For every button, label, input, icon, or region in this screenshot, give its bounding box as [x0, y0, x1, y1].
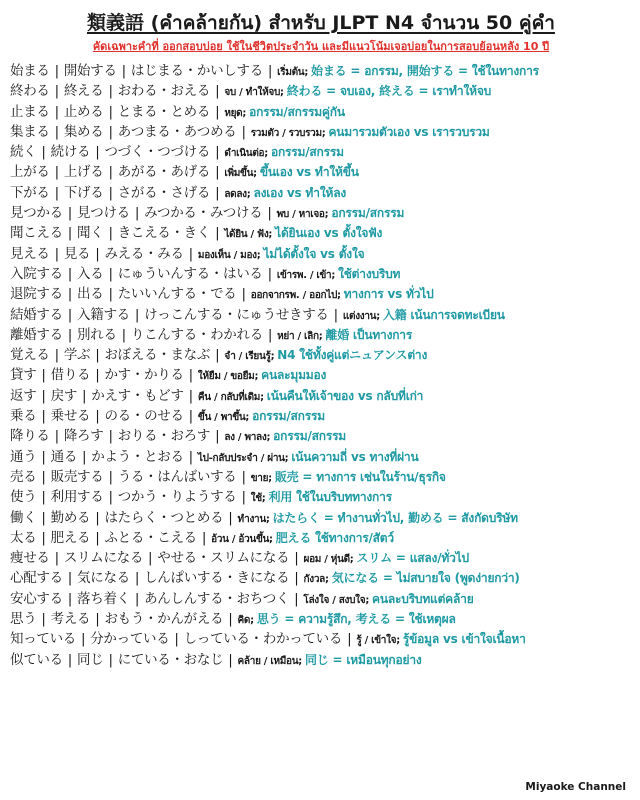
list-item — [10, 609, 632, 629]
separator: | — [184, 245, 197, 262]
reading: おりる・おろす — [117, 428, 211, 445]
channel-credit: Miyaoke Channel — [525, 781, 626, 793]
usage-note: คนละบริบทแต่คล้าย — [372, 591, 474, 606]
reading: あつまる・あつめる — [117, 123, 237, 140]
word-primary: 終わる — [10, 83, 50, 100]
word-primary: 覚える — [10, 347, 50, 364]
separator: | — [91, 144, 104, 161]
word-synonym: 下げる — [63, 184, 104, 201]
separator: | — [91, 408, 104, 425]
separator: | — [263, 265, 276, 282]
usage-note: 思う = ความรู้สึก, 考える = ใช้เหตุผล — [256, 612, 456, 627]
reading: のる・のせる — [104, 408, 184, 425]
separator: | — [237, 123, 250, 140]
list-item — [10, 487, 632, 507]
separator: | — [263, 63, 277, 79]
word-primary: 始まる — [10, 63, 50, 79]
meaning-thai: กังวล; — [303, 574, 329, 586]
separator: | — [130, 205, 144, 222]
separator: | — [211, 184, 224, 201]
word-synonym: 上げる — [63, 164, 104, 181]
meaning-thai: หย่า / เลิก; — [277, 330, 323, 342]
separator: | — [211, 144, 224, 161]
separator: | — [50, 184, 63, 201]
list-item — [10, 406, 632, 426]
reading: うる・はんばいする — [117, 468, 237, 485]
usage-note: 始まる = อกรรม, 開始する = ใช้ในทางการ — [311, 64, 539, 78]
separator: | — [290, 570, 303, 587]
separator: | — [184, 408, 197, 425]
separator: | — [104, 83, 117, 100]
separator: | — [50, 63, 63, 79]
list-item — [10, 244, 632, 264]
separator: | — [37, 367, 50, 384]
reading: きこえる・きく — [117, 225, 211, 242]
separator: | — [37, 387, 50, 404]
word-synonym: 別れる — [77, 326, 117, 343]
list-item — [10, 122, 632, 142]
meaning-thai: จบ / ทำให้จบ; — [224, 87, 284, 99]
separator: | — [237, 468, 250, 485]
meaning-thai: คิด; — [237, 615, 254, 627]
word-synonym: 乗せる — [50, 408, 91, 425]
reading: つかう・りようする — [117, 489, 237, 506]
separator: | — [329, 306, 342, 323]
word-synonym: 戻す — [50, 387, 78, 404]
separator: | — [63, 570, 77, 587]
word-primary: 使う — [10, 489, 37, 506]
usage-note: N4 ใช้ทั้งคู่แต่ニュアンスต่าง — [277, 348, 428, 363]
usage-note: คนละมุมมอง — [261, 368, 327, 383]
separator: | — [104, 225, 117, 242]
reading: おぼえる・まなぶ — [104, 347, 211, 364]
vocab-list — [10, 61, 632, 670]
word-synonym: 聞く — [77, 225, 104, 242]
word-primary: 返す — [10, 387, 37, 404]
usage-note: ได้ยินเอง vs ตั้งใจฟัง — [275, 226, 383, 241]
separator: | — [50, 123, 63, 140]
separator: | — [117, 63, 130, 79]
separator: | — [263, 326, 277, 343]
separator: | — [63, 590, 77, 607]
separator: | — [237, 489, 250, 506]
separator: | — [63, 265, 77, 282]
reading: けっこんする・にゅうせきする — [144, 306, 329, 323]
list-item — [10, 203, 632, 223]
word-primary: 貸す — [10, 367, 37, 384]
list-item — [10, 223, 632, 243]
meaning-thai: ให้ยืม / ขอยืม; — [197, 371, 259, 383]
list-item — [10, 447, 632, 467]
meaning-thai: ทำงาน; — [237, 513, 270, 525]
meaning-thai: ไป-กลับประจำ / ผ่าน; — [197, 452, 289, 464]
separator: | — [63, 286, 77, 303]
reading: ふとる・こえる — [104, 529, 197, 546]
separator: | — [130, 570, 144, 587]
word-primary: 下がる — [10, 184, 50, 201]
word-primary: 乗る — [10, 408, 37, 425]
word-primary: 聞こえる — [10, 225, 63, 242]
separator: | — [104, 103, 117, 120]
separator: | — [290, 550, 303, 567]
word-primary: 上がる — [10, 164, 50, 181]
list-item — [10, 162, 632, 182]
separator: | — [63, 225, 77, 242]
separator: | — [91, 347, 104, 364]
word-primary: 結婚する — [10, 306, 63, 323]
reading: みつかる・みつける — [144, 205, 263, 222]
separator: | — [211, 83, 224, 100]
usage-note: 肥える ใช้ทางการ/สัตว์ — [275, 530, 394, 545]
meaning-thai: รวมตัว / รวบรวม; — [250, 127, 326, 139]
usage-note: รู้ข้อมูล vs เข้าใจเนื้อหา — [402, 632, 526, 647]
separator: | — [104, 286, 117, 303]
word-synonym: 利用する — [50, 489, 104, 506]
reading: みえる・みる — [104, 245, 184, 262]
usage-note: อกรรม/สกรรมคู่กัน — [249, 104, 345, 119]
separator: | — [78, 448, 91, 465]
separator: | — [50, 550, 63, 567]
separator: | — [91, 529, 104, 546]
usage-note: 利用 ใช้ในบริบททางการ — [268, 490, 392, 505]
word-primary: 思う — [10, 611, 37, 628]
separator: | — [224, 611, 237, 628]
separator: | — [50, 347, 63, 364]
list-item — [10, 345, 632, 365]
separator: | — [184, 367, 197, 384]
word-synonym: 肥える — [50, 529, 91, 546]
word-synonym: 借りる — [50, 367, 91, 384]
usage-note: เน้นคืนให้เจ้าของ vs กลับที่เก่า — [266, 388, 424, 403]
separator: | — [37, 144, 50, 161]
word-synonym: 集める — [63, 123, 104, 140]
separator: | — [78, 387, 91, 404]
reading: つづく・つづける — [104, 144, 211, 161]
separator: | — [211, 225, 224, 242]
meaning-thai: หยุด; — [224, 107, 247, 119]
meaning-thai: ลง / พาลง; — [224, 432, 271, 444]
list-item — [10, 467, 632, 487]
list-item — [10, 142, 632, 162]
reading: おもう・かんがえる — [104, 611, 224, 628]
reading: にている・おなじ — [117, 651, 224, 668]
usage-note: อกรรม/สกรรม — [331, 206, 405, 221]
usage-note: はたらく = ทำงานทั่วไป, 勤める = สังกัดบริษัท — [272, 510, 518, 525]
usage-note: 同じ = เหมือนทุกอย่าง — [304, 652, 422, 667]
usage-note: ลงเอง vs ทำให้ลง — [253, 185, 347, 200]
meaning-thai: จำ / เรียนรู้; — [224, 351, 275, 363]
list-item — [10, 284, 632, 304]
separator: | — [63, 651, 77, 668]
meaning-thai: คืน / กลับที่เดิม; — [197, 391, 264, 403]
separator: | — [130, 306, 144, 323]
list-item — [10, 589, 632, 609]
list-item — [10, 365, 632, 385]
separator: | — [184, 448, 197, 465]
word-primary: 退院する — [10, 286, 63, 303]
separator: | — [184, 387, 197, 404]
list-item — [10, 81, 632, 101]
word-primary: 売る — [10, 468, 37, 485]
word-primary: 離婚する — [10, 326, 63, 343]
separator: | — [237, 286, 250, 303]
separator: | — [77, 631, 90, 648]
word-primary: 降りる — [10, 428, 50, 445]
meaning-thai: ดำเนินต่อ; — [224, 148, 268, 160]
separator: | — [130, 590, 144, 607]
reading: かよう・とおる — [91, 448, 184, 465]
word-synonym: 分かっている — [90, 631, 170, 648]
separator: | — [91, 245, 104, 262]
separator: | — [104, 123, 117, 140]
separator: | — [211, 164, 224, 181]
word-primary: 続く — [10, 144, 37, 161]
list-item — [10, 629, 632, 649]
separator: | — [170, 631, 183, 648]
reading: あがる・あげる — [117, 164, 211, 181]
word-synonym: 入る — [77, 265, 104, 282]
separator: | — [50, 428, 63, 445]
word-primary: 痩せる — [10, 550, 50, 567]
separator: | — [91, 509, 104, 526]
reading: おわる・おえる — [117, 83, 211, 100]
usage-note: อกรรม/สกรรม — [270, 145, 344, 160]
word-primary: 入院する — [10, 265, 63, 282]
separator: | — [37, 529, 50, 546]
separator: | — [37, 489, 50, 506]
meaning-thai: เริ่มต้น; — [277, 67, 309, 78]
page-subtitle: คัดเฉพาะคำที่ ออกสอบบ่อย ใช้ในชีวิตประจำวัน และมีแนวโน้มเจอบ่อยในการสอบย้อนหลัง 10 ปี — [92, 40, 550, 53]
word-primary: 働く — [10, 509, 37, 526]
separator: | — [37, 468, 50, 485]
word-primary: 見つかる — [10, 205, 63, 222]
separator: | — [104, 468, 117, 485]
reading: はじまる・かいしする — [130, 63, 263, 79]
separator: | — [104, 489, 117, 506]
usage-note: เน้นความถี่ vs ทางที่ผ่าน — [291, 449, 419, 464]
word-primary: 集まる — [10, 123, 50, 140]
word-primary: 心配する — [10, 570, 63, 587]
meaning-thai: เพิ่มขึ้น; — [224, 168, 257, 180]
word-synonym: スリムになる — [63, 550, 144, 567]
separator: | — [63, 306, 77, 323]
word-synonym: 開始する — [63, 63, 117, 79]
reading: たいいんする・でる — [117, 286, 237, 303]
reading: やせる・スリムになる — [157, 550, 290, 567]
meaning-thai: ผอม / หุ่นดี; — [303, 554, 354, 566]
meaning-thai: คล้าย / เหมือน; — [237, 655, 302, 667]
word-synonym: 販売する — [50, 468, 104, 485]
meaning-thai: อ้วน / อ้วนขึ้น; — [211, 533, 273, 545]
separator: | — [50, 245, 63, 262]
separator: | — [290, 590, 303, 607]
usage-note: ไม่ได้ตั้งใจ vs ตั้งใจ — [263, 246, 365, 261]
usage-note: 気になる = ไม่สบายใจ (พูดง่ายกว่า) — [331, 571, 520, 586]
usage-note: 離婚 เป็นทางการ — [325, 327, 413, 342]
separator: | — [91, 367, 104, 384]
separator: | — [37, 611, 50, 628]
separator: | — [50, 164, 63, 181]
list-item — [10, 264, 632, 284]
reading: りこんする・わかれる — [130, 326, 263, 343]
word-primary: 通う — [10, 448, 37, 465]
meaning-thai: ได้ยิน / ฟัง; — [224, 229, 273, 241]
word-synonym: 続ける — [50, 144, 91, 161]
separator: | — [211, 347, 224, 364]
separator: | — [91, 611, 104, 628]
usage-note: คนมารวมตัวเอง vs เรารวบรวม — [328, 124, 490, 139]
meaning-thai: โล่งใจ / สงบใจ; — [303, 594, 370, 606]
separator: | — [50, 83, 63, 100]
list-item — [10, 508, 632, 528]
meaning-thai: ใช้; — [250, 493, 266, 505]
word-synonym: 学ぶ — [63, 347, 91, 364]
separator: | — [117, 326, 130, 343]
usage-note: 入籍 เน้นการจดทะเบียน — [382, 307, 505, 322]
usage-note: อกรรม/สกรรม — [273, 429, 347, 444]
separator: | — [50, 103, 63, 120]
separator: | — [211, 103, 224, 120]
word-synonym: 気になる — [77, 570, 130, 587]
meaning-thai: ขึ้น / พาขึ้น; — [197, 412, 250, 424]
list-item — [10, 61, 632, 81]
separator: | — [343, 631, 356, 648]
list-item — [10, 386, 632, 406]
word-synonym: 終える — [63, 83, 104, 100]
usage-note: 販売 = ทางการ เช่นในร้าน/ธุรกิจ — [274, 469, 446, 484]
word-primary: 安心する — [10, 590, 63, 607]
list-item — [10, 650, 632, 670]
meaning-thai: ลดลง; — [224, 188, 251, 200]
word-synonym: 勤める — [50, 509, 91, 526]
list-item — [10, 325, 632, 345]
word-synonym: 考える — [50, 611, 91, 628]
separator: | — [63, 205, 77, 222]
word-synonym: 止める — [63, 103, 104, 120]
separator: | — [104, 164, 117, 181]
usage-note: ใช้ต่างบริบท — [338, 266, 401, 281]
word-synonym: 落ち着く — [77, 590, 130, 607]
word-synonym: 見る — [63, 245, 91, 262]
meaning-thai: แต่งงาน; — [342, 310, 380, 322]
reading: かえす・もどす — [91, 387, 184, 404]
separator: | — [104, 184, 117, 201]
word-primary: 見える — [10, 245, 50, 262]
usage-note: ทางการ vs ทั่วไป — [343, 287, 434, 302]
word-primary: 知っている — [10, 631, 76, 648]
word-synonym: 降ろす — [63, 428, 104, 445]
list-item — [10, 528, 632, 548]
reading: しっている・わかっている — [183, 631, 343, 648]
word-synonym: 同じ — [77, 651, 104, 668]
reading: さがる・さげる — [117, 184, 211, 201]
reading: とまる・とめる — [117, 103, 211, 120]
page-title: 類義語 (คำคล้ายกัน) สำหรับ JLPT N4 จำนวน 50 คู่คำ — [87, 12, 555, 34]
separator: | — [224, 509, 237, 526]
word-synonym: 入籍する — [77, 306, 130, 323]
word-synonym: 見つける — [77, 205, 130, 222]
meaning-thai: พบ / หาเจอ; — [276, 209, 329, 221]
word-primary: 止まる — [10, 103, 50, 120]
usage-note: ขึ้นเอง vs ทำให้ขึ้น — [259, 165, 359, 180]
meaning-thai: มองเห็น / มอง; — [197, 249, 261, 261]
reading: かす・かりる — [104, 367, 184, 384]
meaning-thai: รู้ / เข้าใจ; — [356, 635, 400, 647]
separator: | — [104, 651, 117, 668]
reading: しんぱいする・きになる — [144, 570, 290, 587]
separator: | — [263, 205, 276, 222]
meaning-thai: ออกจากรพ. / ออกไป; — [250, 290, 341, 302]
usage-note: スリム = แสลง/ทั่วไป — [356, 551, 469, 566]
separator: | — [211, 428, 224, 445]
reading: あんしんする・おちつく — [144, 590, 290, 607]
separator: | — [63, 326, 77, 343]
separator: | — [37, 408, 50, 425]
list-item — [10, 102, 632, 122]
word-synonym: 出る — [77, 286, 104, 303]
word-primary: 似ている — [10, 651, 63, 668]
separator: | — [144, 550, 157, 567]
usage-note: 終わる = จบเอง, 終える = เราทำให้จบ — [286, 84, 492, 99]
meaning-thai: เข้ารพ. / เข้า; — [276, 269, 336, 281]
separator: | — [104, 428, 117, 445]
list-item — [10, 568, 632, 588]
separator: | — [37, 448, 50, 465]
list-item — [10, 183, 632, 203]
list-item — [10, 426, 632, 446]
reading: にゅういんする・はいる — [117, 265, 263, 282]
word-synonym: 通る — [50, 448, 78, 465]
word-primary: 太る — [10, 529, 37, 546]
reading: はたらく・つとめる — [104, 509, 224, 526]
separator: | — [104, 265, 117, 282]
meaning-thai: ขาย; — [250, 472, 272, 484]
list-item — [10, 305, 632, 325]
list-item — [10, 548, 632, 568]
separator: | — [224, 651, 237, 668]
usage-note: อกรรม/สกรรม — [252, 409, 325, 424]
separator: | — [37, 509, 50, 526]
separator: | — [197, 529, 211, 546]
